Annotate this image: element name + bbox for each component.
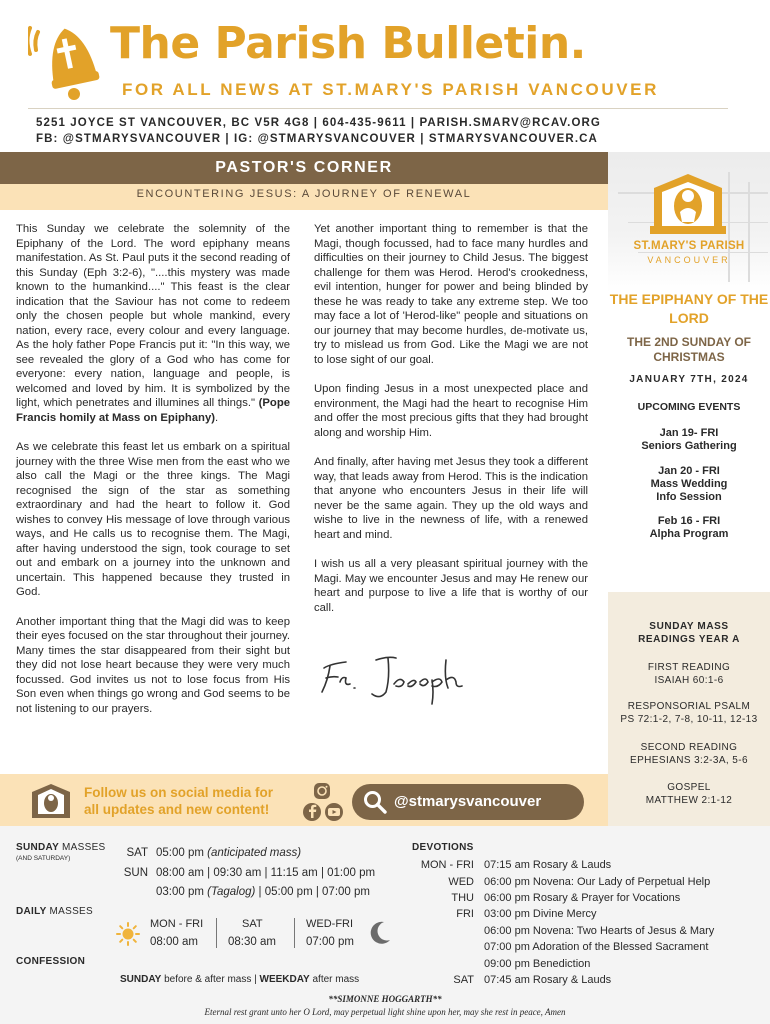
event-date: Jan 19- FRI xyxy=(659,427,719,439)
social-handle: @stmarysvancouver xyxy=(394,793,542,810)
divider xyxy=(294,918,295,948)
daily-day: MON - FRI xyxy=(150,918,204,930)
article-paragraph: And finally, after having met Jesus they took a different way, that leads away from Herod. This is the indication that anyone who encounters Jesus in their life will never be the same again. They up the old ways and wishe to live in the newness of life, with a renewed heart and mind. xyxy=(314,456,588,541)
pastor-signature xyxy=(316,648,476,708)
bulletin-title: The Parish Bulletin. xyxy=(110,18,586,69)
daily-day: WED-FRI xyxy=(306,918,354,930)
citation: (Pope Francis homily at Mass on Epiphany) xyxy=(16,397,291,424)
parish-logo-icon xyxy=(28,780,74,822)
event-item xyxy=(608,427,770,453)
devotion-item: 03:00 pm Divine Mercy xyxy=(484,908,597,920)
daily-time: 08:00 am xyxy=(150,936,198,948)
social-callout-line: Follow us on social media for xyxy=(84,785,274,800)
sat-mass-time xyxy=(156,847,301,859)
event-name: Alpha Program xyxy=(649,528,729,540)
instagram-icon[interactable] xyxy=(314,783,330,799)
reading-label: FIRST READING xyxy=(647,662,731,673)
search-icon xyxy=(362,789,388,815)
moon-icon xyxy=(368,920,392,946)
devotion-item: 06:00 pm Novena: Our Lady of Perpetual Help xyxy=(484,876,711,888)
sunday-masses-label xyxy=(16,842,106,853)
feast-title: THE EPIPHANY OF THE LORD xyxy=(609,291,769,326)
bulletin-subtitle: FOR ALL NEWS AT ST.MARY'S PARISH VANCOUVER xyxy=(122,80,659,99)
article-paragraph: Upon finding Jesus in a most unexpected place and environment, the Magi had the heart to recognise Him and offer the most precious gifts that they had brought along and worship Him. xyxy=(314,383,588,439)
devotion-day: WED xyxy=(448,876,474,888)
parish-city: VANCOUVER xyxy=(647,255,731,265)
article-text: . xyxy=(215,411,219,424)
mass-time: | 05:00 pm | 07:00 pm xyxy=(258,886,370,898)
article-text: This Sunday we celebrate the solemnity of the Epiphany of the Lord. The word epiphany means manifestation. As St. Paul puts it the second reading of this Sunday (Eph 3:2-6), "....this mystery was made known to the humankind...." This feast is the clear indication that the Saviour has not come to redeem only the chosen people but whole mankind, every nation, every race, every colour and every language. As the holy father Pope Francis put it: "In this way, we see revealed the glory of a God who has come for everyone: every nation, language and people, is welcomed and loved by him. It is symbolized by the light, which penetrates and illumines all things." xyxy=(16,223,290,409)
devotions-label: DEVOTIONS xyxy=(412,842,474,853)
bulletin-header xyxy=(0,0,770,152)
devotion-item: 06:00 pm Novena: Two Hearts of Jesus & Mary xyxy=(484,925,715,937)
daily-time: 08:30 am xyxy=(228,936,276,948)
reading-reference: EPHESIANS 3:2-3A, 5-6 xyxy=(630,755,748,766)
parish-logo-icon xyxy=(648,166,728,238)
devotion-item: 09:00 pm Benediction xyxy=(484,958,591,970)
sun-mass-times: 08:00 am | 09:30 am | 11:15 am | 01:00 pm xyxy=(156,867,376,879)
reading-reference: PS 72:1-2, 7-8, 10-11, 12-13 xyxy=(620,714,758,725)
sun-day: SUN xyxy=(123,867,148,879)
confession-day: WEEKDAY xyxy=(259,974,310,985)
liturgical-sunday: THE 2ND SUNDAY OF CHRISTMAS xyxy=(626,335,752,364)
upcoming-events-heading: UPCOMING EVENTS xyxy=(637,401,741,413)
mass-time: 03:00 pm xyxy=(156,886,204,898)
label-bold: DAILY xyxy=(16,906,47,917)
confession-day: SUNDAY xyxy=(120,974,162,985)
contact-address: 5251 JOYCE ST VANCOUVER, BC V5R 4G8 | 604-435-9611 | PARISH.SMARV@RCAV.ORG xyxy=(36,117,601,129)
contact-social: FB: @STMARYSVANCOUVER | IG: @STMARYSVANCOUVER | STMARYSVANCOUVER.CA xyxy=(36,133,598,145)
social-callout xyxy=(84,784,273,818)
pastors-corner-heading: PASTOR'S CORNER xyxy=(0,152,608,184)
divider xyxy=(216,918,217,948)
confession-note: after mass xyxy=(312,974,360,985)
devotion-item: 07:45 am Rosary & Lauds xyxy=(484,974,612,986)
daily-time: 07:00 pm xyxy=(306,936,354,948)
event-date: Feb 16 - FRI xyxy=(657,515,721,527)
event-name: Seniors Gathering xyxy=(641,440,737,452)
mass-time: 05:00 pm xyxy=(156,847,204,859)
article-paragraph xyxy=(16,222,290,425)
reading-reference: MATTHEW 2:1-12 xyxy=(645,795,733,806)
devotion-item: 07:15 am Rosary & Lauds xyxy=(484,859,612,871)
reading-item xyxy=(608,661,770,687)
label-bold: SUNDAY xyxy=(16,842,59,853)
devotion-day: FRI xyxy=(456,908,474,920)
youtube-icon[interactable] xyxy=(325,803,343,821)
daily-day: SAT xyxy=(242,918,263,930)
daily-masses-label xyxy=(16,906,93,917)
article-paragraph: I wish us all a very pleasant spiritual journey with the Magi. May we encounter Jesus and may He renew our heart and purpose to live a life that is worthy of our call. xyxy=(314,558,588,614)
confession-label: CONFESSION xyxy=(16,956,86,967)
sat-day: SAT xyxy=(126,847,148,859)
event-date: Jan 20 - FRI xyxy=(658,465,720,477)
confession-times xyxy=(120,974,359,985)
pastors-corner-subheading: ENCOUNTERING JESUS: A JOURNEY OF RENEWAL xyxy=(0,184,608,210)
reading-item xyxy=(608,741,770,767)
sun-mass-times xyxy=(156,886,370,898)
facebook-icon[interactable] xyxy=(303,803,321,821)
parish-name: ST.MARY'S PARISH xyxy=(633,240,745,252)
devotion-day: MON - FRI xyxy=(420,859,474,871)
confession-note: before & after mass | xyxy=(164,974,257,985)
reading-label: GOSPEL xyxy=(667,782,711,793)
mass-note: (anticipated mass) xyxy=(207,847,302,859)
memorial-name: **SIMONNE HOGGARTH** xyxy=(328,994,442,1004)
event-item xyxy=(608,515,770,541)
mass-note: (Tagalog) xyxy=(207,886,256,898)
reading-item xyxy=(608,700,770,726)
reading-label: SECOND READING xyxy=(640,742,738,753)
readings-heading: SUNDAY MASS READINGS YEAR A xyxy=(638,621,740,645)
bulletin-date: JANUARY 7TH, 2024 xyxy=(629,374,749,385)
memorial-prayer: Eternal rest grant unto her O Lord, may perpetual light shine upon her, may she rest in peace, Amen xyxy=(204,1007,566,1017)
label-light: MASSES xyxy=(62,842,106,853)
devotion-item: 06:00 pm Rosary & Prayer for Vocations xyxy=(484,892,681,904)
article-paragraph: Yet another important thing to remember is that the Magi, though focussed, had to face many hurdles and difficulties on their journey to Child Jesus. The biggest challenge for them was Herod. Herod's crookedness, evil intention, hunger for power and being blinded by these he was ready to take any extreme step. We too may face a lot of 'Herod-like" people and situations on our journey that may become hurdles, de-motivate us, try to mislead us from God. Like the Magi we are not to lose sight of our goal. xyxy=(314,223,588,366)
devotion-day: THU xyxy=(451,892,474,904)
event-item xyxy=(608,465,770,504)
social-icons xyxy=(300,782,348,822)
bell-icon xyxy=(28,10,108,102)
devotion-day: SAT xyxy=(453,974,474,986)
social-callout-line: all updates and new content! xyxy=(84,802,270,817)
label-light: MASSES xyxy=(49,906,93,917)
sunday-masses-note: (AND SATURDAY) xyxy=(16,855,71,862)
reading-label: RESPONSORIAL PSALM xyxy=(627,701,751,712)
article-right-column xyxy=(314,222,588,630)
sun-icon xyxy=(116,922,140,946)
article-paragraph: Another important thing that the Magi did was to keep their eyes focused on the star throughout their journey. Many times the star disappeared from their sight but they did not lose heart because they were very much focussed. God invites us not to lose focus from His Son even when things go wrong and God seems to be not listening to our prayers. xyxy=(16,615,290,715)
article-paragraph: As we celebrate this feast let us embark on a spiritual journey with the three Wise men from the east who we also call the Magi or the three kings. The Magi recognised the sign of the star as something extraordinary and had the heart to follow it. God wishes to convey His message of love through various ways, and He calls us to recognise them. The Magi, after having understood the sign, took courage to set out and embark on a journey into the unknown and uncertain. This happened because they trusted in God. xyxy=(16,441,290,598)
devotion-item: 07:00 pm Adoration of the Blessed Sacrament xyxy=(484,941,709,953)
event-name: Mass Wedding Info Session xyxy=(650,478,728,503)
article-left-column xyxy=(16,222,290,731)
header-divider xyxy=(28,108,728,109)
reading-reference: ISAIAH 60:1-6 xyxy=(654,675,724,686)
reading-item xyxy=(608,781,770,807)
